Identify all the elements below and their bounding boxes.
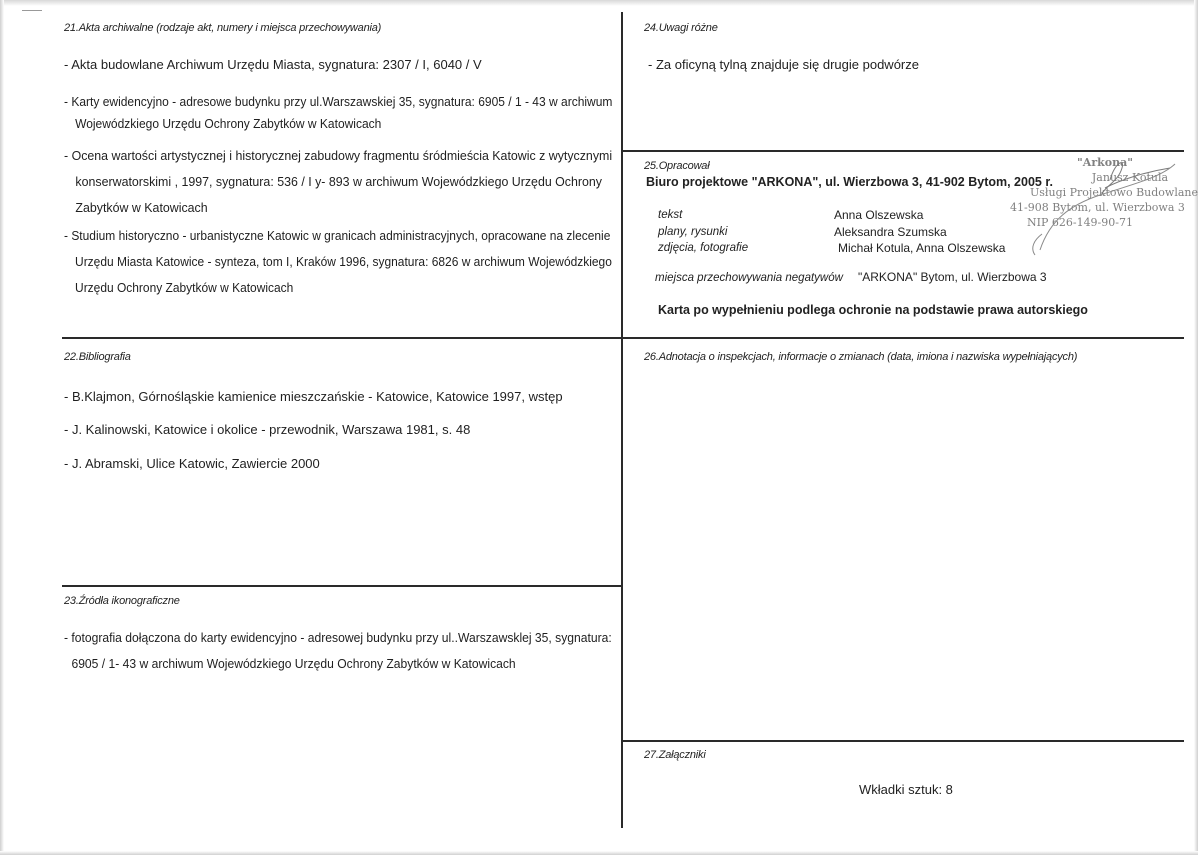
stamp-line-5: NIP 626-149-90-71 xyxy=(1026,216,1133,229)
text-line: Urzędu Miasta Katowice - synteza, tom I, Kraków 1996, sygnatura: 6826 w archiwum Wojewódzkiego xyxy=(75,254,612,269)
rule-21-22 xyxy=(62,337,1184,339)
text-line: - Karty ewidencyjno - adresowe budynku przy ul.Warszawskiej 35, sygnatura: 6905 / 1 - 43 w archiwum xyxy=(64,94,613,109)
section-22-item-2: - J. Kalinowski, Katowice i okolice - przewodnik, Warszawa 1981, s. 48 xyxy=(64,422,471,437)
scan-edge-left xyxy=(0,0,4,855)
scan-edge-bottom xyxy=(0,851,1198,855)
text-line: - Akta budowlane Archiwum Urzędu Miasta, sygnatura: 2307 / I, 6040 / V xyxy=(64,57,482,72)
scan-corner-mark xyxy=(22,10,42,11)
text-line: 6905 / 1- 43 w archiwum Wojewódzkiego Urzędu Ochrony Zabytków w Katowicach xyxy=(71,656,516,671)
name-text: Anna Olszewska xyxy=(834,208,924,222)
text-line: - fotografia dołączona do karty ewidencyjno - adresowej budynku przy ul..Warszawsklej 35, sygnatura: xyxy=(64,630,612,645)
section-23-item-1 xyxy=(64,624,652,678)
text-line: Zabytków w Katowicach xyxy=(75,200,208,215)
text-line: konserwatorskimi , 1997, sygnatura: 536 / I y- 893 w archiwum Wojewódzkiego Urzędu Ochrony xyxy=(75,174,603,189)
section-21-item-1 xyxy=(64,51,482,79)
section-24-label: 24.Uwagi różne xyxy=(644,22,718,34)
role-drawings: plany, rysunki xyxy=(658,226,728,238)
section-24-text: - Za oficyną tylną znajduje się drugie podwórze xyxy=(648,57,919,72)
section-23-label: 23.Źródła ikonograficzne xyxy=(64,595,180,607)
name-drawings: Aleksandra Szumska xyxy=(834,225,947,239)
copyright-note: Karta po wypełnieniu podlega ochronie na podstawie prawa autorskiego xyxy=(658,303,1088,317)
text-line: - Studium historyczno - urbanistyczne Katowic w granicach administracyjnych, opracowane na zlecenie xyxy=(64,228,611,243)
role-text: tekst xyxy=(658,209,683,221)
section-21-item-2 xyxy=(64,88,657,138)
section-22-item-1: - B.Klajmon, Górnośląskie kamienice mieszczańskie - Katowice, Katowice 1997, wstęp xyxy=(64,389,563,404)
stamp-line-4: 41-908 Bytom, ul. Wierzbowa 3 xyxy=(1010,201,1185,214)
stamp-line-2: Janusz Kotula xyxy=(1091,171,1169,184)
stamp-line-3: Usługi Projektowo Budowlane xyxy=(1030,186,1198,199)
firm-line: Biuro projektowe "ARKONA", ul. Wierzbowa 3, 41-902 Bytom, 2005 r. xyxy=(646,175,1053,189)
name-photos: Michał Kotula, Anna Olszewska xyxy=(838,241,1006,255)
section-26-label: 26.Adnotacja o inspekcjach, informacje o zmianach (data, imiona i nazwiska wypełniających) xyxy=(644,351,1078,363)
section-27-label: 27.Załączniki xyxy=(644,749,706,761)
handwritten-signature xyxy=(1010,150,1180,260)
section-21-item-4 xyxy=(64,222,659,302)
rule-22-23 xyxy=(62,585,621,587)
rule-26-27 xyxy=(621,740,1184,742)
section-22-item-3: - J. Abramski, Ulice Katowic, Zawiercie 2000 xyxy=(64,456,320,471)
scan-edge-top xyxy=(0,0,1198,6)
text-line: Urzędu Ochrony Zabytków w Katowicach xyxy=(75,280,294,295)
section-21-item-3 xyxy=(64,142,639,222)
stamp-line-1: "Arkona" xyxy=(1077,156,1133,169)
section-22-label: 22.Bibliografia xyxy=(64,351,131,363)
attachments-count: Wkładki sztuk: 8 xyxy=(859,782,953,797)
section-25-label: 25.Opracował xyxy=(644,160,710,172)
negatives-label: miejsca przechowywania negatywów xyxy=(655,272,843,284)
text-line: Wojewódzkiego Urzędu Ochrony Zabytków w Katowicach xyxy=(75,116,382,131)
role-photos: zdjęcia, fotografie xyxy=(658,242,749,254)
scan-edge-right xyxy=(1194,0,1198,855)
section-21-label: 21.Akta archiwalne (rodzaje akt, numery i miejsca przechowywania) xyxy=(64,22,382,34)
text-line: - Ocena wartości artystycznej i historycznej zabudowy fragmentu śródmieścia Katowic z wytycznymi xyxy=(64,148,613,163)
negatives-value: "ARKONA" Bytom, ul. Wierzbowa 3 xyxy=(858,270,1047,284)
